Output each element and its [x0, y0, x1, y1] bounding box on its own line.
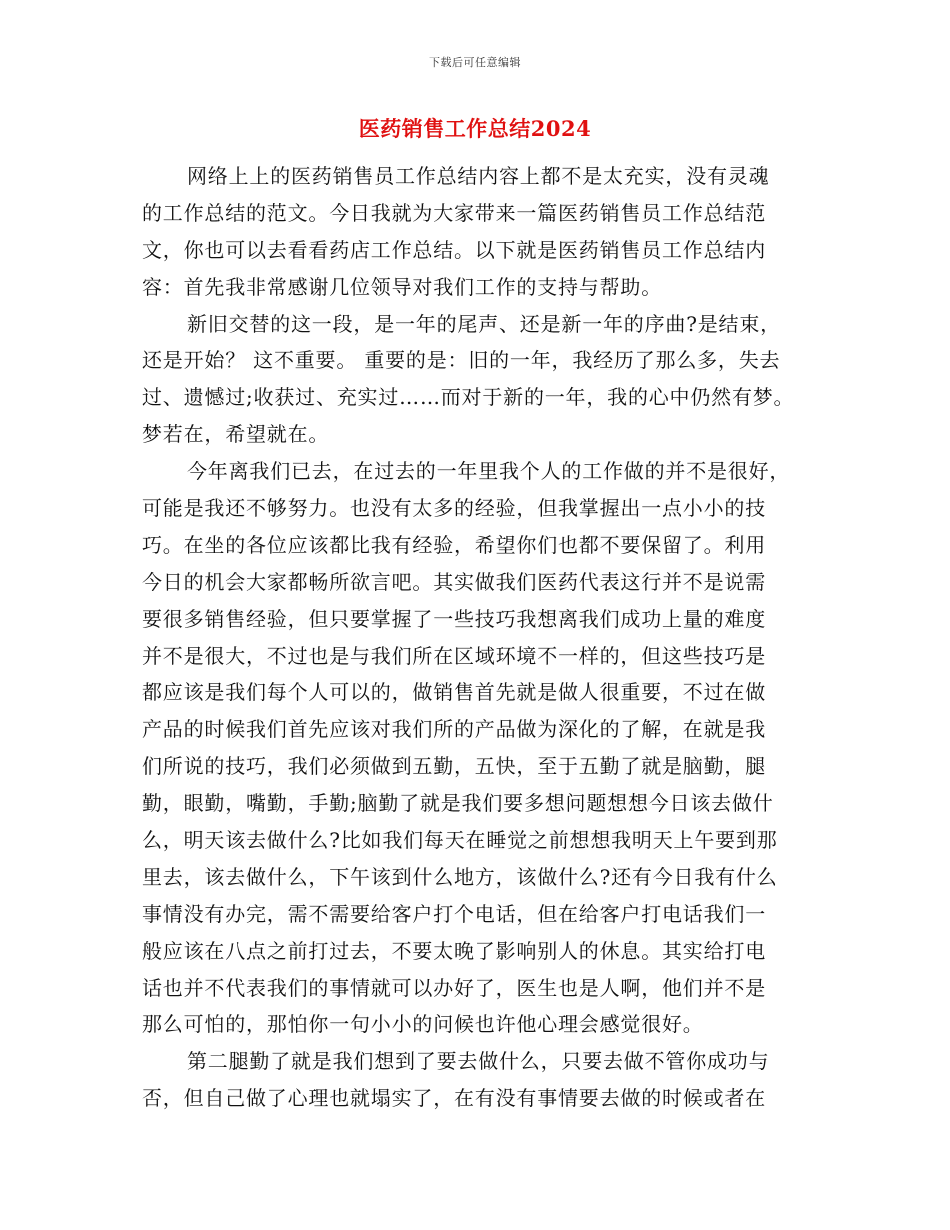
paragraph-line: 第二腿勤了就是我们想到了要去做什么，只要去做不管你成功与: [187, 1049, 770, 1074]
paragraph-line: 还是开始？ 这不重要。 重要的是：旧的一年，我经历了那么多，失去: [142, 348, 781, 373]
paragraph: [142, 306, 810, 454]
paragraph: [142, 453, 810, 1043]
paragraph-line: 的工作总结的范文。今日我就为大家带来一篇医药销售员工作总结范: [142, 200, 766, 225]
paragraph-line: 那么可怕的，那怕你一句小小的问候也许他心理会感觉很好。: [142, 1012, 704, 1037]
document-body: [142, 158, 810, 1117]
paragraph-line: 可能是我还不够努力。也没有太多的经验，但我掌握出一点小小的技: [142, 496, 766, 521]
paragraph-line: 文，你也可以去看看药店工作总结。以下就是医药销售员工作总结内: [142, 237, 766, 262]
paragraph-line: 话也并不代表我们的事情就可以办好了，医生也是人啊，他们并不是: [142, 975, 766, 1000]
paragraph-line: 容：首先我非常感谢几位领导对我们工作的支持与帮助。: [142, 274, 662, 299]
paragraph-line: 今年离我们已去，在过去的一年里我个人的工作做的并不是很好，: [187, 459, 791, 484]
paragraph-line: 并不是很大，不过也是与我们所在区域环境不一样的，但这些技巧是: [142, 643, 766, 668]
paragraph-line: 网络上上的医药销售员工作总结内容上都不是太充实，没有灵魂: [187, 164, 770, 188]
paragraph-line: 要很多销售经验，但只要掌握了一些技巧我想离我们成功上量的难度: [142, 606, 766, 631]
paragraph-line: 否，但自己做了心理也就塌实了，在有没有事情要去做的时候或者在: [142, 1086, 766, 1111]
paragraph-line: 今日的机会大家都畅所欲言吧。其实做我们医药代表这行并不是说需: [142, 569, 766, 594]
paragraph-line: 新旧交替的这一段，是一年的尾声、还是新一年的序曲?是结束，: [187, 311, 781, 336]
paragraph-line: 过、遗憾过;收获过、充实过……而对于新的一年，我的心中仍然有梦。: [142, 385, 795, 410]
document-title: 医药销售工作总结2024: [358, 116, 592, 141]
paragraph-line: 么，明天该去做什么?比如我们每天在睡觉之前想想我明天上午要到那: [142, 828, 778, 853]
paragraph-line: 勤，眼勤，嘴勤，手勤;脑勤了就是我们要多想问题想想今日该去做什: [142, 791, 774, 816]
paragraph-line: 梦若在，希望就在。: [142, 422, 330, 447]
page-header-note: 下载后可任意编辑: [429, 56, 521, 69]
paragraph-line: 巧。在坐的各位应该都比我有经验，希望你们也都不要保留了。利用: [142, 532, 766, 557]
paragraph: [142, 1043, 810, 1117]
paragraph: [142, 158, 810, 306]
paragraph-line: 事情没有办完，需不需要给客户打个电话，但在给客户打电话我们一: [142, 901, 766, 926]
paragraph-line: 们所说的技巧，我们必须做到五勤，五快，至于五勤了就是脑勤，腿: [142, 754, 766, 779]
paragraph-line: 都应该是我们每个人可以的，做销售首先就是做人很重要，不过在做: [142, 680, 766, 705]
paragraph-line: 里去，该去做什么，下午该到什么地方，该做什么?还有今日我有什么: [142, 864, 778, 889]
paragraph-line: 般应该在八点之前打过去，不要太晚了影响别人的休息。其实给打电: [142, 938, 766, 963]
paragraph-line: 产品的时候我们首先应该对我们所的产品做为深化的了解，在就是我: [142, 717, 766, 742]
